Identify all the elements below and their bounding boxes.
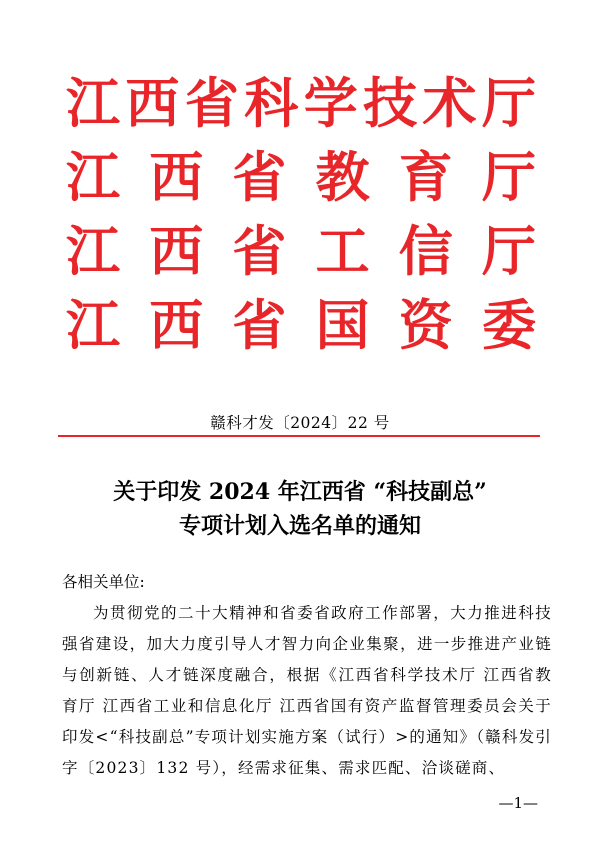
agency-char: 术 [422,71,477,135]
agency-line-industry-it [66,214,536,288]
document-number: 赣科才发〔2024〕22 号 [210,414,390,432]
agency-char: 西 [149,293,204,357]
agency-char: 信 [398,219,453,283]
document-body [62,567,552,784]
agency-char: 科 [244,71,299,135]
body-paragraph: 为贯彻党的二十大精神和省委省政府工作部署，大力推进科技强省建设，加大力度引导人才智力向企业集聚，进一步推进产业链与创新链、人才链深度融合，根据《江西省科学技术厅 江西省教育厅 江西省工业和信息化厅 江西省国有资产监督管理委员会关于印发<“科技副总”专项计划实施方案（试行）>的通知》（赣科发引字〔2023〕132 号），经需求征集、需求匹配、洽谈磋商、 [62,604,552,777]
title-line-1: 关于印发 2024 年江西省 “科技副总” [113,479,487,505]
agency-char: 资 [398,293,453,357]
salutation: 各相关单位: [62,573,145,591]
document-title [0,475,600,543]
agency-line-science-tech [66,66,536,140]
red-divider-line [58,435,540,437]
agency-char: 江 [66,219,120,283]
agency-char: 江 [66,293,120,357]
agency-char: 西 [125,71,180,135]
agency-char: 省 [232,219,287,283]
agency-char: 江 [66,71,120,135]
agency-line-state-assets [66,288,536,362]
agency-char: 技 [363,71,418,135]
agency-char: 厅 [481,145,536,209]
agency-char: 江 [66,145,120,209]
issuing-agencies-header [66,66,536,362]
agency-char: 教 [315,145,370,209]
agency-char: 西 [149,219,204,283]
agency-char: 育 [398,145,453,209]
agency-char: 省 [184,71,239,135]
title-line-2: 专项计划入选名单的通知 [178,513,421,539]
agency-char: 工 [315,219,370,283]
agency-char: 国 [315,293,370,357]
agency-line-education [66,140,536,214]
agency-char: 省 [232,293,287,357]
agency-char: 省 [232,145,287,209]
agency-char: 厅 [481,71,536,135]
agency-char: 厅 [481,219,536,283]
agency-char: 学 [303,71,358,135]
page-number: —1— [498,794,538,812]
agency-char: 委 [481,293,536,357]
agency-char: 西 [149,145,204,209]
